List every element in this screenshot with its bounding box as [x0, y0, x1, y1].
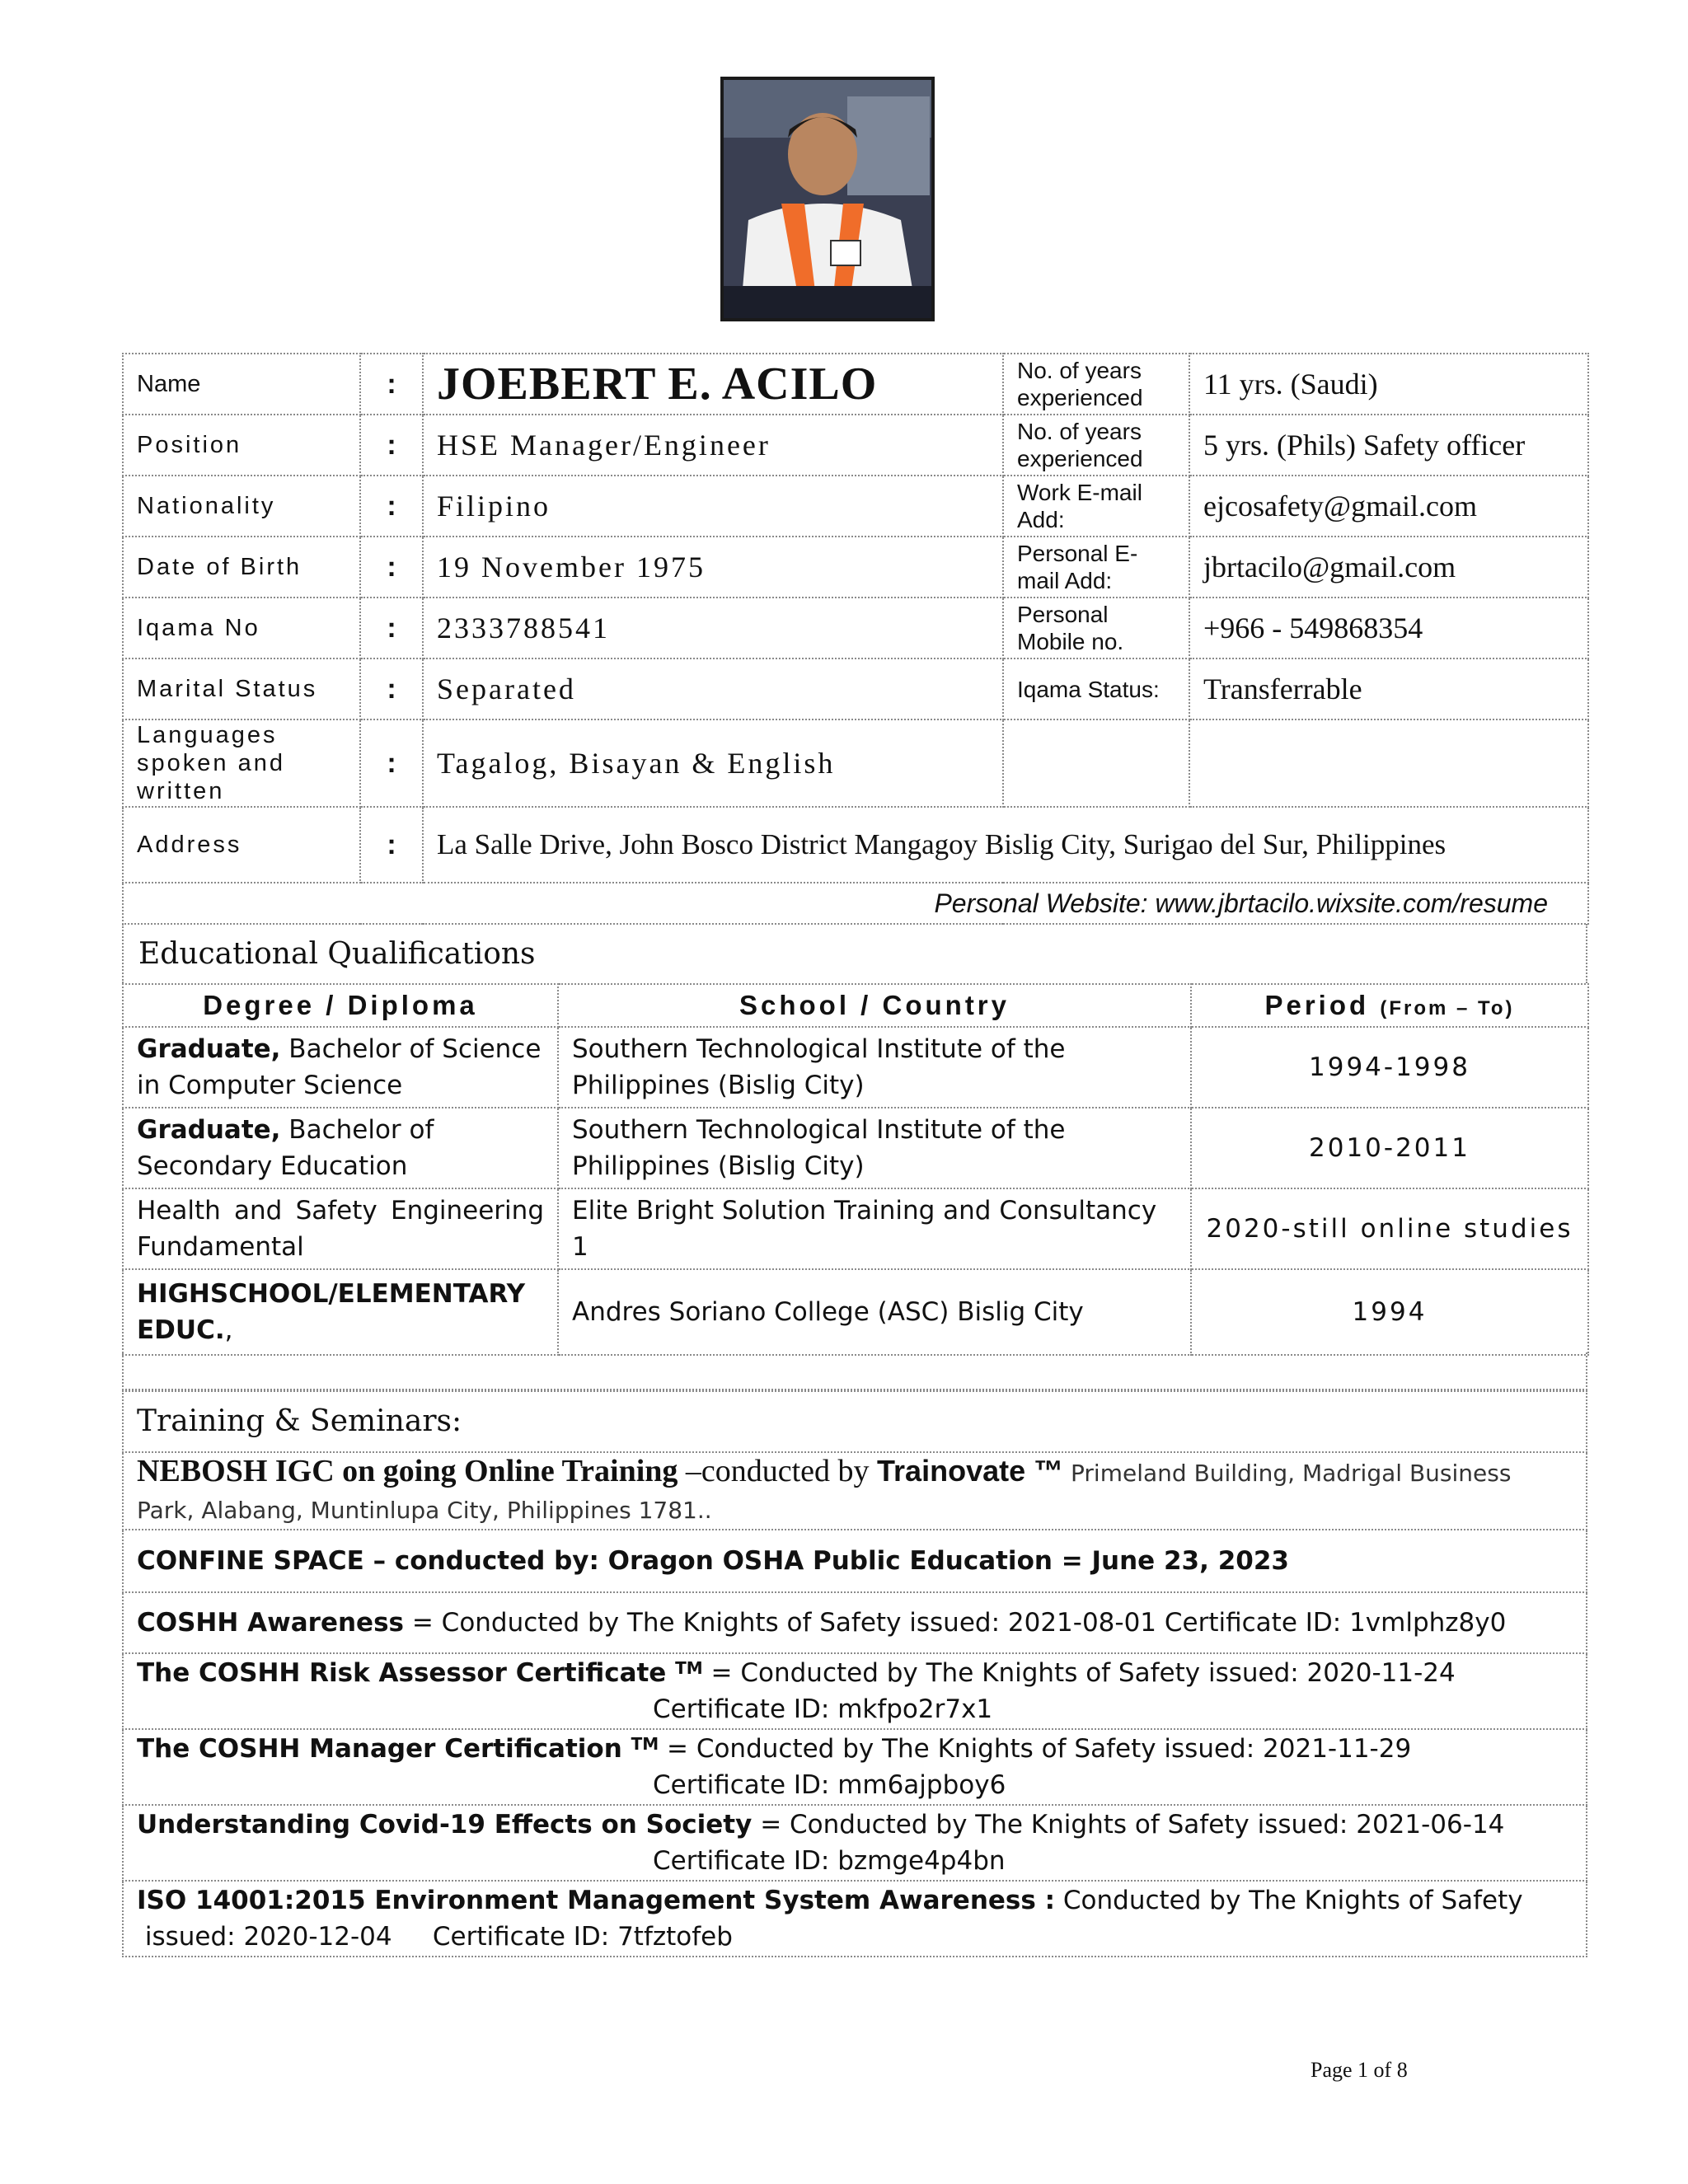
certificate-id: Certificate ID: mm6ajpboy6	[653, 1770, 1006, 1800]
trademark-mark: TM	[675, 1658, 703, 1678]
education-row	[123, 1188, 1588, 1269]
profile-photo	[720, 77, 935, 321]
training-row	[123, 1881, 1587, 1957]
training-row	[123, 1592, 1587, 1653]
training-item-title: Understanding Covid-19 Effects on Society	[137, 1810, 753, 1840]
info-row-address	[123, 807, 1588, 883]
address-value: La Salle Drive, John Bosco District Mangagoy Bislig City, Surigao del Sur, Philippines	[423, 807, 1588, 883]
iqama-status-label: Iqama Status:	[1003, 658, 1189, 719]
school-cell: Andres Soriano College (ASC) Bislig City	[558, 1269, 1191, 1355]
iqama-label: Iqama No	[123, 598, 360, 658]
colon: :	[360, 354, 423, 415]
nebosh-conducted-by: –conducted by	[678, 1454, 878, 1488]
experience-label-saudi: No. of years experienced	[1003, 354, 1189, 415]
education-row	[123, 1027, 1588, 1108]
training-title-row	[123, 1391, 1587, 1452]
work-email-value[interactable]: ejcosafety@gmail.com	[1189, 476, 1588, 537]
degree-name: Health and Safety Engineering Fundamental	[137, 1196, 544, 1262]
certificate-id: Certificate ID: bzmge4p4bn	[653, 1846, 1006, 1876]
degree-name: ,	[224, 1315, 233, 1345]
empty-cell	[1189, 719, 1588, 807]
degree-header: Degree / Diploma	[123, 984, 558, 1027]
nebosh-cell	[123, 1452, 1587, 1530]
languages-value: Tagalog, Bisayan & English	[423, 719, 1003, 807]
period-header-text: Period	[1264, 990, 1370, 1020]
info-row-languages	[123, 719, 1588, 807]
personal-email-value[interactable]: jbrtacilo@gmail.com	[1189, 537, 1588, 598]
person-photo-illustration	[724, 80, 931, 318]
period-cell: 2020-still online studies	[1191, 1188, 1588, 1269]
marital-label: Marital Status	[123, 658, 360, 719]
personal-info-table	[122, 353, 1589, 925]
degree-status: Graduate,	[137, 1115, 281, 1145]
colon: :	[360, 537, 423, 598]
nationality-value: Filipino	[423, 476, 1003, 537]
degree-name: Bachelor of Science in Computer Science	[137, 1034, 542, 1100]
period-cell: 1994	[1191, 1269, 1588, 1355]
info-row-dob	[123, 537, 1588, 598]
colon: :	[360, 415, 423, 476]
degree-status: HIGHSCHOOL/ELEMENTARY EDUC.	[137, 1279, 526, 1345]
school-cell: Southern Technological Institute of the Philippines (Bislig City)	[558, 1027, 1191, 1108]
experience-value-saudi: 11 yrs. (Saudi)	[1189, 354, 1588, 415]
work-email-label: Work E-mail Add:	[1003, 476, 1189, 537]
colon: :	[360, 598, 423, 658]
languages-label: Languages spoken and written	[123, 719, 360, 807]
nebosh-provider: Trainovate ™	[877, 1454, 1064, 1488]
education-section-header	[122, 924, 1587, 983]
education-row	[123, 1108, 1588, 1188]
degree-cell	[123, 1188, 558, 1269]
degree-cell	[123, 1108, 558, 1188]
colon: :	[360, 658, 423, 719]
experience-label-phils: No. of years experienced	[1003, 415, 1189, 476]
certificate-id: Certificate ID: mkfpo2r7x1	[653, 1694, 993, 1724]
address-label: Address	[123, 807, 360, 883]
dob-value: 19 November 1975	[423, 537, 1003, 598]
training-item-title: COSHH Awareness	[137, 1608, 404, 1638]
training-item	[123, 1805, 1587, 1881]
training-item-details: = Conducted by The Knights of Safety issued: 2021-06-14	[752, 1810, 1505, 1840]
iqama-value: 2333788541	[423, 598, 1003, 658]
info-row-position	[123, 415, 1588, 476]
training-row-confine	[123, 1530, 1587, 1592]
degree-status: Graduate,	[137, 1034, 281, 1064]
training-row	[123, 1805, 1587, 1881]
school-cell: Southern Technological Institute of the Philippines (Bislig City)	[558, 1108, 1191, 1188]
training-item-title: The COSHH Risk Assessor Certificate	[137, 1658, 676, 1688]
page-number: Page 1 of 8	[1311, 2058, 1408, 2082]
nebosh-title: NEBOSH IGC on going Online Training	[137, 1454, 678, 1488]
training-row	[123, 1653, 1587, 1729]
info-row-name	[123, 354, 1588, 415]
training-item-details: Conducted by The Knights of Safety	[1055, 1886, 1523, 1915]
education-title: Educational Qualifications	[138, 937, 536, 971]
info-row-marital	[123, 658, 1588, 719]
mobile-value[interactable]: +966 - 549868354	[1189, 598, 1588, 658]
period-cell: 1994-1998	[1191, 1027, 1588, 1108]
marital-value: Separated	[423, 658, 1003, 719]
period-header-range: (From – To)	[1380, 997, 1515, 1019]
degree-name: Bachelor of Secondary Education	[137, 1115, 434, 1181]
mobile-label: Personal Mobile no.	[1003, 598, 1189, 658]
personal-email-label: Personal E-mail Add:	[1003, 537, 1189, 598]
training-item-details: = Conducted by The Knights of Safety issued: 2020-11-24	[702, 1658, 1456, 1688]
section-spacer	[122, 1352, 1587, 1390]
position-value: HSE Manager/Engineer	[423, 415, 1003, 476]
info-row-nationality	[123, 476, 1588, 537]
iqama-status-value: Transferrable	[1189, 658, 1588, 719]
education-header-row	[123, 984, 1588, 1027]
info-row-website	[123, 883, 1588, 924]
info-row-iqama	[123, 598, 1588, 658]
training-item	[123, 1592, 1587, 1653]
training-item-details: = Conducted by The Knights of Safety issued: 2021-08-01 Certificate ID: 1vmlphz8y0	[403, 1608, 1507, 1638]
confine-space-training: CONFINE SPACE – conducted by: Oragon OSHA Public Education = June 23, 2023	[123, 1530, 1587, 1592]
training-item	[123, 1729, 1587, 1805]
training-row-nebosh	[123, 1452, 1587, 1530]
training-item-title: The COSHH Manager Certification	[137, 1734, 631, 1764]
training-item-title: ISO 14001:2015 Environment Management System Awareness :	[137, 1886, 1056, 1915]
colon: :	[360, 476, 423, 537]
certificate-id: issued: 2020-12-04 Certificate ID: 7tfztofeb	[137, 1922, 733, 1952]
training-item	[123, 1881, 1587, 1957]
degree-cell	[123, 1027, 558, 1108]
nebosh-address: Primeland Building, Madrigal Business Park, Alabang, Muntinlupa City, Philippines 1781..	[137, 1460, 1512, 1524]
name-label: Name	[123, 354, 360, 415]
training-title-cell	[123, 1391, 1587, 1452]
degree-cell	[123, 1269, 558, 1355]
dob-label: Date of Birth	[123, 537, 360, 598]
training-row	[123, 1729, 1587, 1805]
experience-value-phils: 5 yrs. (Phils) Safety officer	[1189, 415, 1588, 476]
personal-website[interactable]: Personal Website: www.jbrtacilo.wixsite.com/resume	[123, 883, 1588, 924]
position-label: Position	[123, 415, 360, 476]
training-table	[122, 1390, 1587, 1957]
education-table	[122, 983, 1589, 1356]
training-item-details: = Conducted by The Knights of Safety issued: 2021-11-29	[659, 1734, 1412, 1764]
trademark-mark: TM	[631, 1734, 659, 1754]
school-cell: Elite Bright Solution Training and Consultancy 1	[558, 1188, 1191, 1269]
period-cell: 2010-2011	[1191, 1108, 1588, 1188]
colon: :	[360, 807, 423, 883]
training-item	[123, 1653, 1587, 1729]
colon: :	[360, 719, 423, 807]
education-row	[123, 1269, 1588, 1355]
full-name: JOEBERT E. ACILO	[423, 354, 1003, 415]
nationality-label: Nationality	[123, 476, 360, 537]
school-header: School / Country	[558, 984, 1191, 1027]
period-header	[1191, 984, 1588, 1027]
empty-cell	[1003, 719, 1189, 807]
training-title: Training & Seminars:	[137, 1404, 462, 1438]
